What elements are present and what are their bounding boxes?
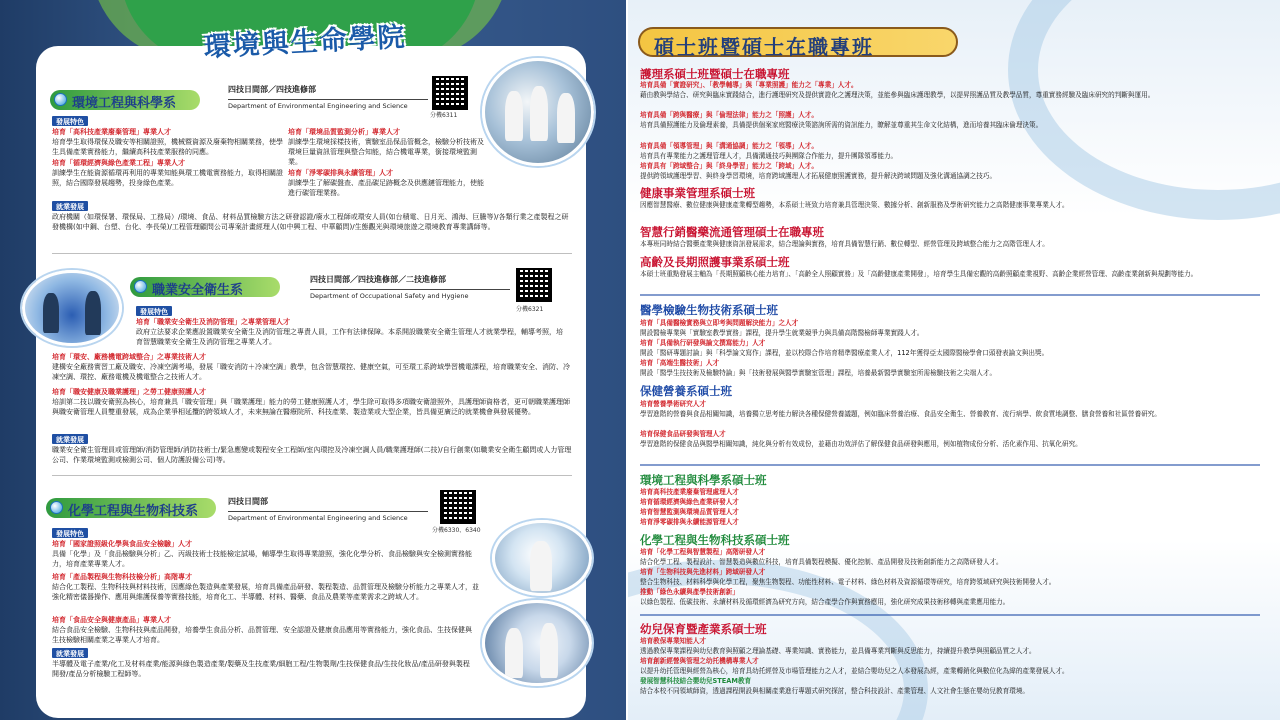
feature-heading: 培育「產品製程與生物科技檢分析」高階專才 bbox=[52, 573, 192, 581]
desc-text: 開設「醫研專題討論」與「科學論文寫作」課程，並以校際合作培育精準醫療產業人才，112年獲得亞太國際醫檢學會口頭發表論文與出獎。 bbox=[640, 349, 1049, 357]
goal-text: 培育教保專業知能人才 bbox=[640, 637, 706, 645]
section-heading: 護理系碩士班暨碩士在職專班 bbox=[640, 67, 790, 81]
bullet-icon bbox=[50, 501, 63, 514]
desc-text: 藉由教與學結合、研究與臨床實踐結合，進行護理研究及提供實證化之護理決策，並能參與臨床護理教學，以提昇照護品質及教學品質，尊重實務經驗及臨床研究的判斷與運用。 bbox=[640, 91, 1155, 99]
feature-heading: 培育「循環經濟與綠色產業工程」專業人才 bbox=[52, 159, 185, 167]
feature-text: 政府立法要求企業應設置職業安全衛生及消防管理之專責人員，工作有法律保障。本系開設職業安全衛生管理人才就業學程，輔導考照，培育智慧職業安全衛生及消防管理之專業人才。 bbox=[136, 328, 563, 346]
desc-text: 以綠色製程、低碳技術、永續材料及循環經濟為研究方向，結合產學合作與實務應用，強化研究成果技術移轉與產業應用能力。 bbox=[640, 598, 1010, 606]
feature-text: 訓練學生在能資源循環再利用的專業知能與環工機電實務能力，取得相關證照，結合國際發展趨勢，投身綠色產業。 bbox=[52, 169, 283, 187]
feature-heading: 培育「淨零碳排與永續管理」人才 bbox=[288, 169, 393, 177]
section-heading: 智慧行銷醫藥流通管理碩士在職專班 bbox=[640, 225, 824, 239]
tag-feature: 發展特色 bbox=[136, 306, 172, 316]
qr-label: 分機6330、6340 bbox=[432, 527, 481, 534]
goal-text: 培育智慧監測與環境品質管理人才 bbox=[640, 508, 739, 516]
right-title: 碩士班暨碩士在職專班 bbox=[654, 35, 874, 59]
bullet-icon bbox=[54, 93, 67, 106]
desc-text: 提供跨領域護理學習、與終身學習環境，培育跨域護理人才拓展健康照護實務，提升解決跨域問題及強化溝通協調之技巧。 bbox=[640, 172, 997, 180]
section-heading: 化學工程與生物科技系碩士班 bbox=[640, 533, 790, 547]
dept-osh-name: 職業安全衛生系 bbox=[130, 277, 280, 297]
goal-text: 培育營養學術研究人才 bbox=[640, 400, 706, 408]
desc-text: 本碩士班重點發展主軸為「長期照顧核心能力培育」、「高齡全人照顧實務」及「高齡健康產業開發」，培育學生具備宏觀的高齡照顧產業視野、高齡企業經營管理、高齡產業創新與規劃等能力。 bbox=[640, 270, 1198, 278]
desc-text: 以提升幼托管理與經營為核心，培育具幼托經營及市場管理能力之人才，並結合嬰幼兒之人本發展為經，產業轉銷化與數位化為緯的產業發展人才。 bbox=[640, 667, 1069, 675]
qr-label: 分機6321 bbox=[516, 306, 544, 313]
section-divider bbox=[640, 464, 1260, 466]
dept-env-name: 環境工程與科學系 bbox=[50, 90, 200, 110]
feature-text: 訓練學生環境採樣技術，實驗室品保品管概念，檢驗分析技術及環境巨量資訊管理與整合知能，結合機電專業，銜接環境監測業。 bbox=[288, 138, 484, 166]
feature-heading: 培育「職業安全衛生及消防管理」之專業管理人才 bbox=[136, 318, 290, 326]
goal-text: 推動「綠色永續與產學技術創新」 bbox=[640, 588, 739, 596]
desc-text: 本專班同時結合醫藥產業與健康資訊發展需求，結合理論與實務，培育具備智慧行銷、數位轉型、經營管理及跨域整合能力之高階管理人才。 bbox=[640, 240, 1049, 248]
section-heading: 健康事業管理系碩士班 bbox=[640, 186, 755, 200]
left-page bbox=[0, 0, 626, 720]
desc-text: 學習進階的營養與食品相關知識，培養獨立思考能力解決各種保健營養議題，例如臨床營養治療、食品安全衛生、營養教育、流行病學、飲食質地調整、膳食營養和社區營養研究。 bbox=[640, 410, 1161, 418]
feature-text: 結合化工製程、生物科技與材料技術，因應綠色製造與產業發展，培育具備產品研發、製程製造、品質管理及檢驗分析能力之專業人才，並強化精密儀器操作、應用與維護保養等實務技能，培育化工、半導體、材料、醫藥、食品及農業等產業需求之跨域人才。 bbox=[52, 583, 479, 601]
desc-text: 整合生物科技、材料科學與化學工程，聚焦生物製程、功能性材料、電子材料、綠色材料及資源循環等研究，培育跨領域研究與技術開發人才。 bbox=[640, 578, 1056, 586]
section-heading: 保健營養系碩士班 bbox=[640, 384, 732, 398]
lab-photo bbox=[482, 600, 592, 686]
dept-chem-meta bbox=[228, 496, 428, 522]
goal-text: 培育「具備醫檢實務與立即考與問題解決能力」之人才 bbox=[640, 319, 799, 327]
feature-text: 建構安全廠務實習工廠及職安、冷凍空調考場，發展「職安消防＋冷凍空調」教學，包含智慧環控、健康空氣，可至環工系跨域學習機電課程，培育職業安全、消防、冷凍空調、環控、廠務電機及機電整合之技術人才。 bbox=[52, 363, 570, 381]
lab-photo bbox=[482, 58, 594, 166]
feature-heading: 培育「職安健康及職業護理」之勞工健康照護人才 bbox=[52, 388, 206, 396]
desc-text: 培育具備照護能力及倫理素養，具備提供個案家庭醫療決策諮詢所需的資訊能力，瞭解並尊重其生命文化結構，進而培養其臨床倫理決策。 bbox=[640, 121, 1043, 129]
dept-env-division: 四技日間部／四技進修部 bbox=[228, 85, 316, 94]
desc-text: 培育具有專業能力之護理管理人才，具備溝通技巧與團隊合作能力，提升團隊領導能力。 bbox=[640, 152, 898, 160]
goal-text: 培育具備「跨與醫療」與「倫理法律」能力之「照護」人才。 bbox=[640, 111, 819, 119]
feature-heading: 培育「環境品質監測分析」專業人才 bbox=[288, 128, 400, 136]
tag-career: 就業發展 bbox=[52, 434, 88, 444]
dept-env-english: Department of Environmental Engineering and Science bbox=[228, 99, 428, 110]
desc-text: 透過教保專業課程與幼兒教育與照顧之理論基礎、專業知識、實務能力，並具備專業判斷與反思能力，持續提升教學與照顧品質之人才。 bbox=[640, 647, 1036, 655]
goal-text: 培育保健食品研發與管理人才 bbox=[640, 430, 726, 438]
section-heading: 高齡及長期照護事業系碩士班 bbox=[640, 255, 790, 269]
dept-env-meta bbox=[228, 84, 428, 110]
section-heading: 環境工程與科學系碩士班 bbox=[640, 473, 767, 487]
section-heading: 幼兒保育暨產業系碩士班 bbox=[640, 622, 767, 636]
feature-heading: 培育「國家證照級化學與食品安全檢驗」人才 bbox=[52, 540, 192, 548]
section-heading: 醫學檢驗生物技術系碩士班 bbox=[640, 303, 778, 317]
section-divider bbox=[52, 253, 572, 254]
goal-text: 培育具備「領導管理」與「溝通協調」能力之「領導」人才。 bbox=[640, 142, 819, 150]
bullet-icon bbox=[134, 280, 147, 293]
goal-text: 培育創新經營與管理之幼托機構專業人才 bbox=[640, 657, 759, 665]
dept-osh-english: Department of Occupational Safety and Hygiene bbox=[310, 289, 510, 300]
lab-photo bbox=[22, 270, 122, 346]
section-divider bbox=[640, 294, 1260, 296]
dept-osh-division: 四技日間部／四技進修部／二技進修部 bbox=[310, 275, 446, 284]
feature-text: 訓練學生了解碳盤查、產品碳足跡概念及供應鏈管理能力，使能進行碳管理業務。 bbox=[288, 179, 484, 197]
goal-text: 培育淨零碳排與永續能源管理人才 bbox=[640, 518, 739, 526]
dept-chem-english: Department of Environmental Engineering and Science bbox=[228, 511, 428, 522]
right-title-box bbox=[638, 27, 958, 57]
feature-text: 培育學生取得環保及職安等相關證照，機械暨資源及廢棄物相關業務，使學生具備產業實務能力，繼續高科技產業服務的同應。 bbox=[52, 138, 283, 156]
feature-heading: 培育「環安、廠務機電跨域整合」之專業技術人才 bbox=[52, 353, 206, 361]
qr-code-icon bbox=[432, 76, 468, 110]
career-text: 半導體及電子產業/化工及材料產業/能源與綠色製造產業/製藥及生技產業/細胞工程/生物製劑/生技保健食品/生技化妝品/產品研發與製程開發/產品分析檢驗工程師等。 bbox=[52, 660, 470, 678]
tag-feature: 發展特色 bbox=[52, 528, 88, 538]
goal-text: 培育「生物科技與先進材料」跨域研發人才 bbox=[640, 568, 766, 576]
goal-text: 培育「化學工程與智慧製程」高階研發人才 bbox=[640, 548, 766, 556]
decorative-swirl bbox=[1008, 0, 1280, 220]
desc-text: 開設醫檢專業與「實驗室教學實務」課程，提升學生就業競爭力與具備高階醫檢師專業實踐人才。 bbox=[640, 329, 924, 337]
goal-text: 培育「高端生醫技術」人才 bbox=[640, 359, 720, 367]
tag-feature: 發展特色 bbox=[52, 116, 88, 126]
college-title: 環境與生命學院 bbox=[202, 21, 408, 64]
goal-text: 培育具有「跨域整合」與「終身學習」能力之「跨域」人才。 bbox=[640, 162, 819, 170]
career-text: 政府機關（如環保署、環保局、工務局）/環境、食品、材料品質檢驗方法之研發認證/廢水工程師或環安人員(如台積電、日月光、鴻海、巨騰等)/各類行業之產製程之研發機構(如中鋼、台塑、台化、李長榮)/工程管理顧問公司專案計畫經理人(如中興工程、中華顧問)/生態觀光與環境旅遊之環境教育專業講師等。 bbox=[52, 213, 569, 231]
section-divider bbox=[52, 475, 572, 476]
feature-text: 培訓第二技以職安衛照為核心，培育兼具「職安管理」與「職業護理」能力的勞工健康照護人才，學生除可取得多項職安衛證照外，具護理師資格者，更可朝職業護理師與職安衛管理人員雙重發展，成為企業爭相延攬的跨領域人才，未來無論在醫療院所、科技產業、製造業或大型企業，皆具備更廣泛的就業機會與發展優勢。 bbox=[52, 398, 570, 416]
dept-osh-meta bbox=[310, 274, 510, 300]
goal-text: 培育具備「實證研究」、「教學輔導」與「專業照護」能力之「專業」人才。 bbox=[640, 81, 858, 89]
tag-career: 就業發展 bbox=[52, 648, 88, 658]
desc-text: 結合化學工程、製程設計、智慧製造與數位科技，培育具備製程模擬、優化控制、產品開發及技術創新能力之高階研發人才。 bbox=[640, 558, 1003, 566]
lab-photo bbox=[492, 520, 592, 596]
qr-code-icon bbox=[440, 490, 476, 524]
feature-heading: 培育「食品安全與健康產品」專業人才 bbox=[52, 616, 171, 624]
dept-chem-division: 四技日間部 bbox=[228, 497, 268, 506]
feature-heading: 培育「高科技產業廢棄管理」專業人才 bbox=[52, 128, 171, 136]
section-divider bbox=[640, 614, 1260, 616]
goal-text: 培育高科技產業廢棄管理處理人才 bbox=[640, 488, 739, 496]
desc-text: 開設「醫學生技技術及檢驗特論」與「技術發展與醫學實驗室管理」課程，培養最新醫學實驗室所需檢驗技術之尖端人才。 bbox=[640, 369, 997, 377]
goal-text: 發展智慧科技結合嬰幼兒STEAM教育 bbox=[640, 677, 752, 685]
career-text: 職業安全衛生管理員或管理師/消防管理師/消防技術士/緊急應變或製程安全工程師/室內環控及冷凍空調人員/職業護理師(二技)/自行創業(如職業安全衛生顧問或人力管理公司、作業環境監測或檢測公司、個人防護設備公司)等。 bbox=[52, 446, 572, 464]
desc-text: 學習進階的保健食品與醫學相關知識，純化與分析有效成份，並藉由功效評估了解保健食品研發與應用，例如植物成份分析、活化素作用、抗氧化研究。 bbox=[640, 440, 1082, 448]
feature-text: 具備「化學」及「食品檢驗與分析」乙、丙級技術士技能檢定試場，輔導學生取得專業證照，強化化學分析、食品檢驗與安全檢測實務能力，培育產業專業人才。 bbox=[52, 550, 472, 568]
right-page bbox=[628, 0, 1280, 720]
desc-text: 因應智慧醫療、數位健康與健康產業轉型趨勢，本系碩士班致力培育兼具管理決策、數據分析、創新服務及學術研究能力之高階健康事業專業人才。 bbox=[640, 201, 1069, 209]
desc-text: 結合本校不同領域師資，透過課程開設與相關產業進行專題式研究探討，整合科技設計、產業管理、人文社會生態在嬰幼兒教育環境。 bbox=[640, 687, 1030, 695]
goal-text: 培育循環經濟與綠色產業研發人才 bbox=[640, 498, 739, 506]
dept-chem-name: 化學工程與生物科技系 bbox=[46, 498, 216, 518]
qr-code-icon bbox=[516, 268, 552, 302]
goal-text: 培育「具備執行研發與論文撰寫能力」人才 bbox=[640, 339, 766, 347]
qr-label: 分機6311 bbox=[430, 112, 458, 119]
tag-career: 就業發展 bbox=[52, 201, 88, 211]
feature-text: 結合食品安全檢驗、生物科技與產品開發，培養學生食品分析、品質管理、安全認證及健康食品應用等實務能力，強化食品、生技保健與生技檢驗相關產業之專業人才培育。 bbox=[52, 626, 472, 644]
